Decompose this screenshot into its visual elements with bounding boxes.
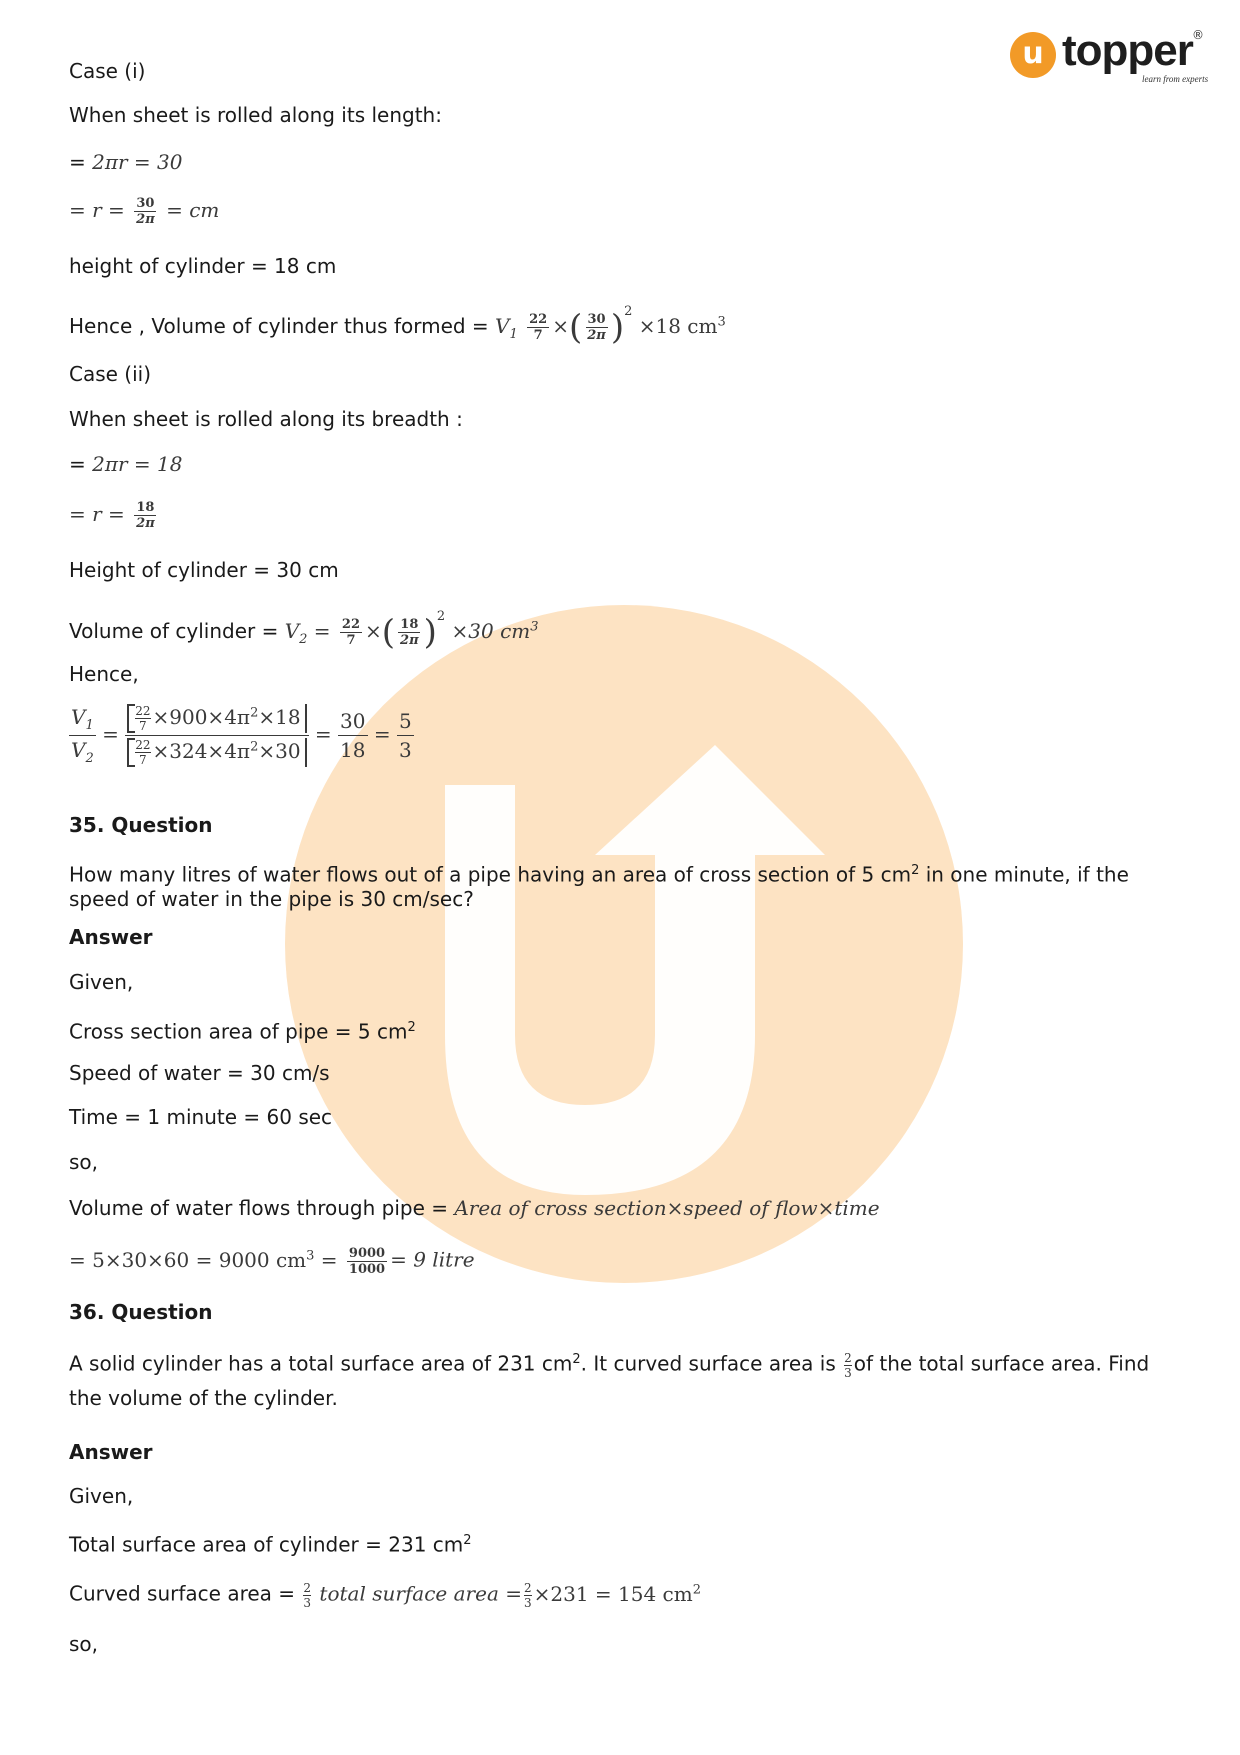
ratio-num bbox=[69, 703, 96, 736]
fraction-2-over-3-a bbox=[303, 1581, 311, 1610]
equals-sign: = bbox=[373, 722, 391, 746]
frac-den: 2π bbox=[136, 212, 155, 227]
frac-num: 22 bbox=[135, 738, 151, 752]
fraction-9000-over-1000 bbox=[347, 1246, 387, 1277]
ratio-expanded bbox=[125, 702, 308, 769]
ratio-expanded-num bbox=[125, 702, 308, 736]
frac-den: 3 bbox=[844, 1365, 852, 1380]
answer-36-heading: Answer bbox=[69, 1440, 153, 1464]
height-of-cylinder-18: height of cylinder = 18 cm bbox=[69, 254, 337, 278]
v-sub: 2 bbox=[85, 751, 94, 766]
fraction-30-over-2pi bbox=[134, 196, 157, 227]
hence-text: Hence, bbox=[69, 662, 139, 686]
vol2-v bbox=[284, 619, 308, 647]
tail-text: ×18 cm bbox=[638, 314, 718, 338]
frac-num: 30 bbox=[136, 196, 155, 211]
given-36: Given, bbox=[69, 1484, 134, 1508]
csa-label: Curved surface area = bbox=[69, 1581, 302, 1606]
frac-den: 7 bbox=[346, 633, 356, 648]
frac-num: 2 bbox=[303, 1580, 312, 1595]
frac-den: 3 bbox=[303, 1595, 312, 1610]
volume-cylinder-case2 bbox=[69, 605, 539, 652]
bracket-bottom bbox=[127, 738, 306, 767]
frac-den: 3 bbox=[523, 1595, 532, 1610]
logo-registered-mark: ® bbox=[1192, 28, 1204, 42]
top-end: ×18 bbox=[258, 705, 301, 729]
eq-r-prefix: = r = bbox=[69, 502, 125, 526]
speed-of-water: Speed of water = 30 cm/s bbox=[69, 1061, 330, 1085]
tail-text: ×30 cm bbox=[451, 619, 531, 643]
frac-den: 2π bbox=[400, 633, 419, 648]
frac-den: 7 bbox=[139, 753, 147, 767]
time-value: Time = 1 minute = 60 sec bbox=[69, 1105, 333, 1129]
so-text-2: so, bbox=[69, 1632, 99, 1656]
equals-sign: = bbox=[307, 619, 337, 643]
eq-2pir-18: 2πr = 18 bbox=[92, 452, 183, 476]
eq-r-prefix: = r = bbox=[69, 198, 125, 222]
vol1-v bbox=[495, 314, 518, 342]
v-sub: 1 bbox=[509, 327, 518, 342]
frac-den: 7 bbox=[533, 328, 543, 343]
q36-text-a: A solid cylinder has a total surface area of 231 cm bbox=[69, 1351, 573, 1376]
cross-section-area bbox=[69, 1016, 416, 1044]
equation-circumference-30 bbox=[69, 150, 182, 174]
ratio-den bbox=[69, 736, 96, 768]
equals-sign: = bbox=[102, 722, 119, 746]
frac-den: 1000 bbox=[348, 1261, 386, 1277]
tail-exp: 2 bbox=[692, 1582, 702, 1597]
vol-pipe-label: Volume of water flows through pipe = bbox=[69, 1196, 455, 1220]
fraction-22-over-7-c bbox=[135, 704, 150, 733]
volume-cylinder-case1 bbox=[69, 300, 726, 347]
case-ii-heading: Case (ii) bbox=[69, 362, 152, 386]
answer-35-heading: Answer bbox=[69, 925, 153, 949]
tsa-exp: 2 bbox=[463, 1533, 472, 1548]
frac-num: 22 bbox=[135, 704, 151, 718]
vol-pipe-expression: Area of cross section×speed of flow×time bbox=[454, 1196, 880, 1220]
ratio-expanded-den bbox=[125, 736, 308, 769]
fraction-2-over-3 bbox=[844, 1351, 852, 1380]
curved-surface-area bbox=[69, 1578, 701, 1610]
calc-eq: = bbox=[314, 1247, 344, 1272]
left-paren: ( bbox=[381, 612, 396, 653]
fraction-30-over-2pi-b bbox=[585, 312, 608, 343]
q35-text-b: in one minute, if the speed of water in the pipe is 30 cm/sec? bbox=[69, 862, 1129, 911]
left-paren: ( bbox=[569, 307, 583, 348]
csa-expression: total surface area = bbox=[319, 1581, 522, 1606]
ratio-30-over-18 bbox=[338, 707, 367, 764]
frac-num: 18 bbox=[400, 617, 419, 632]
fraction-22-over-7-d bbox=[135, 738, 150, 767]
topper-logo bbox=[1010, 28, 1210, 88]
frac-den: 18 bbox=[340, 738, 366, 762]
question-36-text-line1 bbox=[69, 1348, 1149, 1380]
fraction-18-over-2pi bbox=[134, 500, 157, 531]
cross-area-text: Cross section area of pipe = 5 cm bbox=[69, 1019, 408, 1044]
fraction-22-over-7 bbox=[527, 312, 549, 343]
bot-end: ×30 bbox=[258, 739, 301, 763]
calc-text: = 5×30×60 = 9000 cm bbox=[69, 1247, 307, 1272]
so-text-1: so, bbox=[69, 1150, 99, 1174]
eq-2pir-30: 2πr = 30 bbox=[92, 150, 183, 174]
v-letter: V bbox=[71, 705, 86, 729]
eq-prefix: = bbox=[69, 452, 93, 476]
calc-exp: 3 bbox=[306, 1248, 315, 1263]
times-sign: × bbox=[552, 314, 569, 338]
exponent: 2 bbox=[436, 609, 446, 624]
equation-circumference-18 bbox=[69, 452, 182, 476]
frac-den: 7 bbox=[139, 719, 147, 733]
v-sub: 1 bbox=[85, 718, 94, 733]
fraction-2-over-3-b bbox=[524, 1581, 532, 1610]
equation-radius-2 bbox=[69, 500, 160, 531]
equation-radius-1 bbox=[69, 196, 219, 227]
top-exp: 2 bbox=[250, 705, 259, 721]
question-36-title: 36. Question bbox=[69, 1300, 213, 1324]
frac-num: 30 bbox=[587, 312, 606, 327]
logo-tagline: learn from experts bbox=[1142, 74, 1209, 84]
frac-num: 18 bbox=[136, 500, 155, 515]
rolled-breadth-text: When sheet is rolled along its breadth : bbox=[69, 407, 463, 431]
exponent: 2 bbox=[624, 304, 633, 319]
q36-exp: 2 bbox=[572, 1352, 581, 1367]
frac-num: 2 bbox=[523, 1580, 532, 1595]
total-surface-area bbox=[69, 1529, 472, 1557]
frac-num: 22 bbox=[529, 312, 548, 327]
tsa-text: Total surface area of cylinder = 231 cm bbox=[69, 1532, 464, 1557]
calc-left bbox=[69, 1248, 344, 1272]
fraction-22-over-7-b bbox=[340, 617, 362, 648]
eq-cm: = cm bbox=[166, 198, 220, 222]
logo-mark-icon: u bbox=[1010, 32, 1056, 78]
rolled-length-text: When sheet is rolled along its length: bbox=[69, 103, 442, 127]
right-paren: ) bbox=[423, 612, 437, 653]
ratio-5-over-3 bbox=[397, 707, 414, 764]
frac-num: 2 bbox=[844, 1350, 852, 1365]
given-35: Given, bbox=[69, 970, 134, 994]
bot-mid: ×324×4π bbox=[152, 739, 251, 763]
question-35-title: 35. Question bbox=[69, 813, 213, 837]
v-letter: V bbox=[284, 619, 300, 643]
equals-sign: = bbox=[314, 722, 332, 746]
vol1-tail bbox=[639, 314, 726, 338]
frac-num: 5 bbox=[397, 707, 414, 736]
vol1-label: Hence , Volume of cylinder thus formed = bbox=[69, 314, 496, 338]
v-letter: V bbox=[495, 314, 510, 338]
question-35-text bbox=[69, 859, 1159, 911]
times-sign: × bbox=[365, 619, 382, 643]
tail-exp: 3 bbox=[530, 619, 539, 635]
right-paren: ) bbox=[610, 307, 625, 348]
tail-exp: 3 bbox=[717, 314, 726, 330]
frac-den: 2π bbox=[587, 328, 606, 343]
case-i-heading: Case (i) bbox=[69, 59, 146, 83]
q35-text-a: How many litres of water flows out of a pipe having an area of cross section of 5 cm bbox=[69, 862, 912, 887]
vol2-tail bbox=[452, 619, 539, 643]
frac-den: 3 bbox=[398, 738, 412, 762]
eq-prefix: = bbox=[69, 150, 93, 174]
csa-tail bbox=[534, 1582, 701, 1606]
volume-calculation bbox=[69, 1244, 475, 1277]
volume-through-pipe bbox=[69, 1196, 880, 1220]
height-of-cylinder-30: Height of cylinder = 30 cm bbox=[69, 558, 339, 582]
logo-wordmark: topper bbox=[1062, 26, 1193, 75]
q36-text-b: . It curved surface area is bbox=[580, 1351, 843, 1376]
vol2-label: Volume of cylinder = bbox=[69, 619, 285, 643]
v-sub: 2 bbox=[299, 632, 308, 647]
ratio-equation bbox=[69, 702, 414, 769]
v-letter: V bbox=[71, 738, 86, 762]
frac-num: 30 bbox=[338, 707, 367, 736]
bot-exp: 2 bbox=[250, 739, 259, 755]
q36-text-c: of the total surface area. Find bbox=[853, 1351, 1150, 1376]
top-mid: ×900×4π bbox=[152, 705, 251, 729]
frac-num: 22 bbox=[341, 617, 361, 632]
q35-exp: 2 bbox=[911, 863, 920, 878]
calc-result: = 9 litre bbox=[390, 1247, 475, 1272]
tail-text: ×231 = 154 cm bbox=[533, 1581, 693, 1606]
ratio-v1-over-v2 bbox=[69, 703, 96, 768]
frac-den: 2π bbox=[136, 516, 155, 531]
cross-area-exp: 2 bbox=[407, 1020, 416, 1035]
fraction-18-over-2pi-b bbox=[398, 617, 421, 648]
frac-num: 9000 bbox=[348, 1245, 386, 1261]
question-36-text-line2: the volume of the cylinder. bbox=[69, 1386, 338, 1410]
bracket-top bbox=[127, 704, 306, 733]
